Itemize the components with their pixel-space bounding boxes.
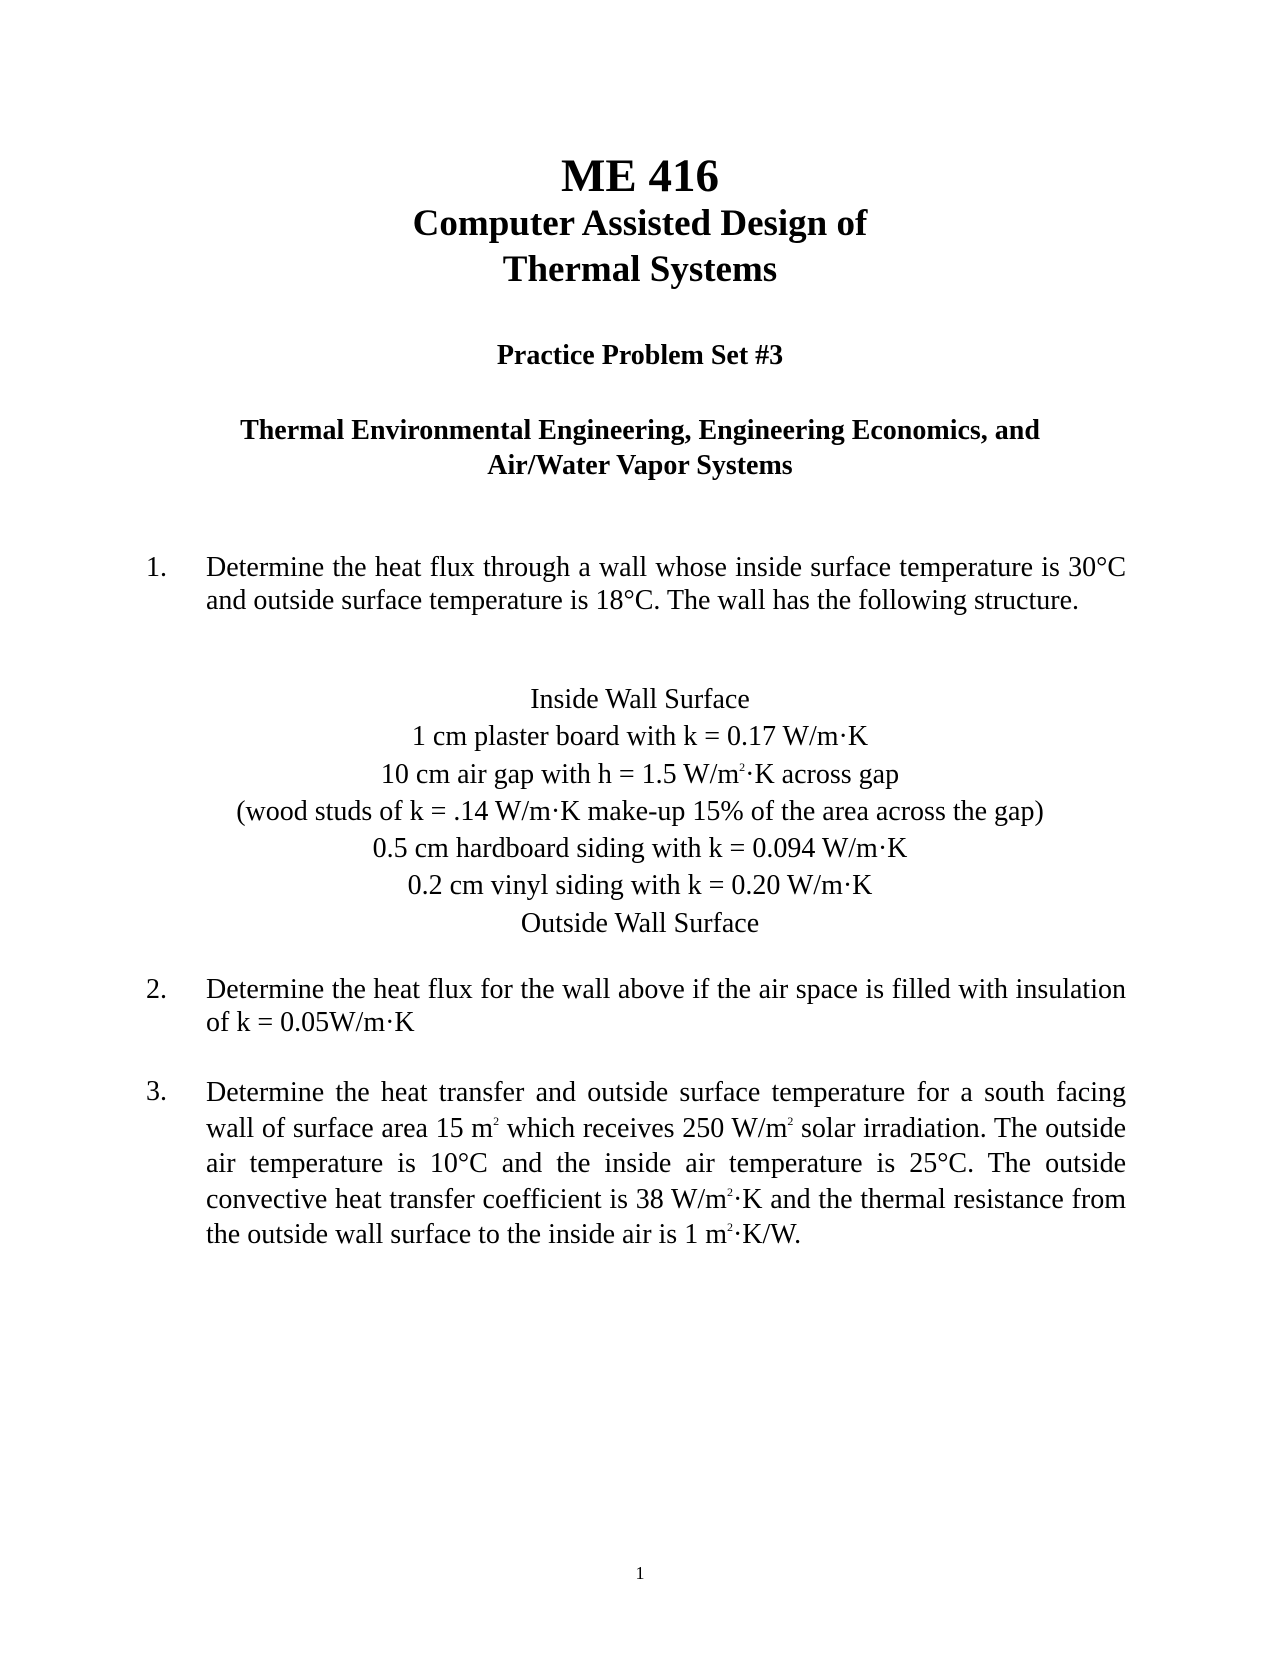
problem-number: 3. [146, 1076, 167, 1107]
topics-line-1: Thermal Environmental Engineering, Engineering Economics, and [240, 415, 1040, 446]
wall-inside-surface: Inside Wall Surface [530, 684, 750, 715]
problem-3 [146, 1075, 1126, 1253]
topics-heading [0, 413, 1280, 483]
problem-text: Determine the heat transfer and outside surface temperature for a south facing wall of surface area 15 $m^2$ which receives 250 $W/m^2$ solar irradiation. The outside air temperature is 10°C and the inside air temperature is 25°C. The outside convective heat transfer coefficient is 38 $W/m^2\cdot K$ and the thermal resistance from the outside wall surface to the inside air is 1 $m^2\cdot K/W$. [206, 1077, 1126, 1250]
course-number: ME 416 [561, 150, 719, 202]
problem-1 [146, 551, 1126, 617]
page-number: 1 [635, 1563, 645, 1583]
problem-set-title: Practice Problem Set #3 [496, 340, 784, 371]
problem-number: 2. [146, 974, 167, 1005]
course-title-line-2: Thermal Systems [502, 249, 778, 290]
wall-layer-air-gap: 10 cm air gap with h = 1.5 $W/m^2\cdot K$ across gap [380, 758, 900, 790]
problem-2 [146, 973, 1126, 1039]
wall-layer-plaster: 1 cm plaster board with k = 0.17 W/m·K [411, 721, 869, 753]
problem-number: 1. [146, 552, 167, 583]
wall-outside-surface: Outside Wall Surface [520, 907, 760, 939]
problem-text: Determine the heat flux for the wall above if the air space is filled with insulation of k = 0.05W/m·K [206, 974, 1126, 1038]
wall-layer-vinyl: 0.2 cm vinyl siding with k = 0.20 W/m·K [407, 870, 873, 902]
course-title [0, 201, 1280, 293]
topics-line-2: Air/Water Vapor Systems [487, 450, 793, 481]
wall-structure [0, 681, 1280, 942]
course-title-line-1: Computer Assisted Design of [412, 203, 868, 244]
wall-layer-hardboard: 0.5 cm hardboard siding with k = 0.094 W/m·K [372, 833, 908, 865]
wall-layer-studs-note: (wood studs of k = .14 W/m·K make-up 15% of the area across the gap) [236, 795, 1044, 827]
problem-text: Determine the heat flux through a wall whose inside surface temperature is 30°C and outside surface temperature is 18°C. The wall has the following structure. [206, 552, 1126, 616]
